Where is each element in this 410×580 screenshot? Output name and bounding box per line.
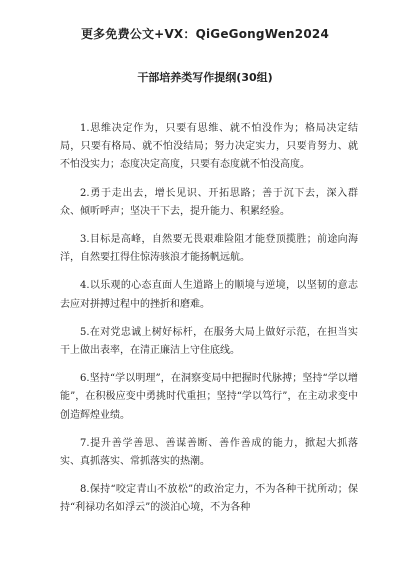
document-body xyxy=(60,120,358,528)
document-title: 干部培养类写作提纲(30组) xyxy=(137,71,273,84)
promo-header: 更多免费公文+VX：QiGeGongWen2024 xyxy=(80,27,329,41)
paragraph-6: 6.坚持“学以明理”，在洞察变局中把握时代脉搏；坚持“学以增能”，在积极应变中勇挑时代重担；坚持“学以笃行”，在主动求变中创造辉煌业绩。 xyxy=(60,373,358,421)
paragraph-4: 4.以乐观的心态直面人生道路上的顺境与逆境，以坚韧的意志去应对拼搏过程中的挫折和磨难。 xyxy=(60,280,358,310)
paragraph-5: 5.在对党忠诚上树好标杆，在服务大局上做好示范，在担当实干上做出表率，在清正廉洁上守住底线。 xyxy=(60,326,358,357)
paragraph-1: 1.思维决定作为，只要有思维、就不怕没作为；格局决定结局，只要有格局、就不怕没结局；努力决定实力，只要肯努力、就不怕没实力；态度决定高度，只要有态度就不怕没高度。 xyxy=(60,123,358,171)
paragraph-2: 2.勇于走出去，增长见识、开拓思路；善于沉下去，深入群众、倾听呼声；坚决干下去，提升能力、积累经验。 xyxy=(60,187,358,217)
paragraph-3: 3.目标是高峰，自然要无畏艰难险阻才能登顶揽胜；前途向海洋，自然要扛得住惊涛骇浪才能扬帆远航。 xyxy=(60,234,358,264)
paragraph-8: 8.保持“咬定青山不放松”的政治定力，不为各种干扰所动；保持“利禄功名如浮云”的淡泊心境，不为各种 xyxy=(60,484,358,514)
paragraph-7: 7.提升善学善思、善谋善断、善作善成的能力，掀起大抓落实、真抓落实、常抓落实的热潮。 xyxy=(60,437,358,468)
